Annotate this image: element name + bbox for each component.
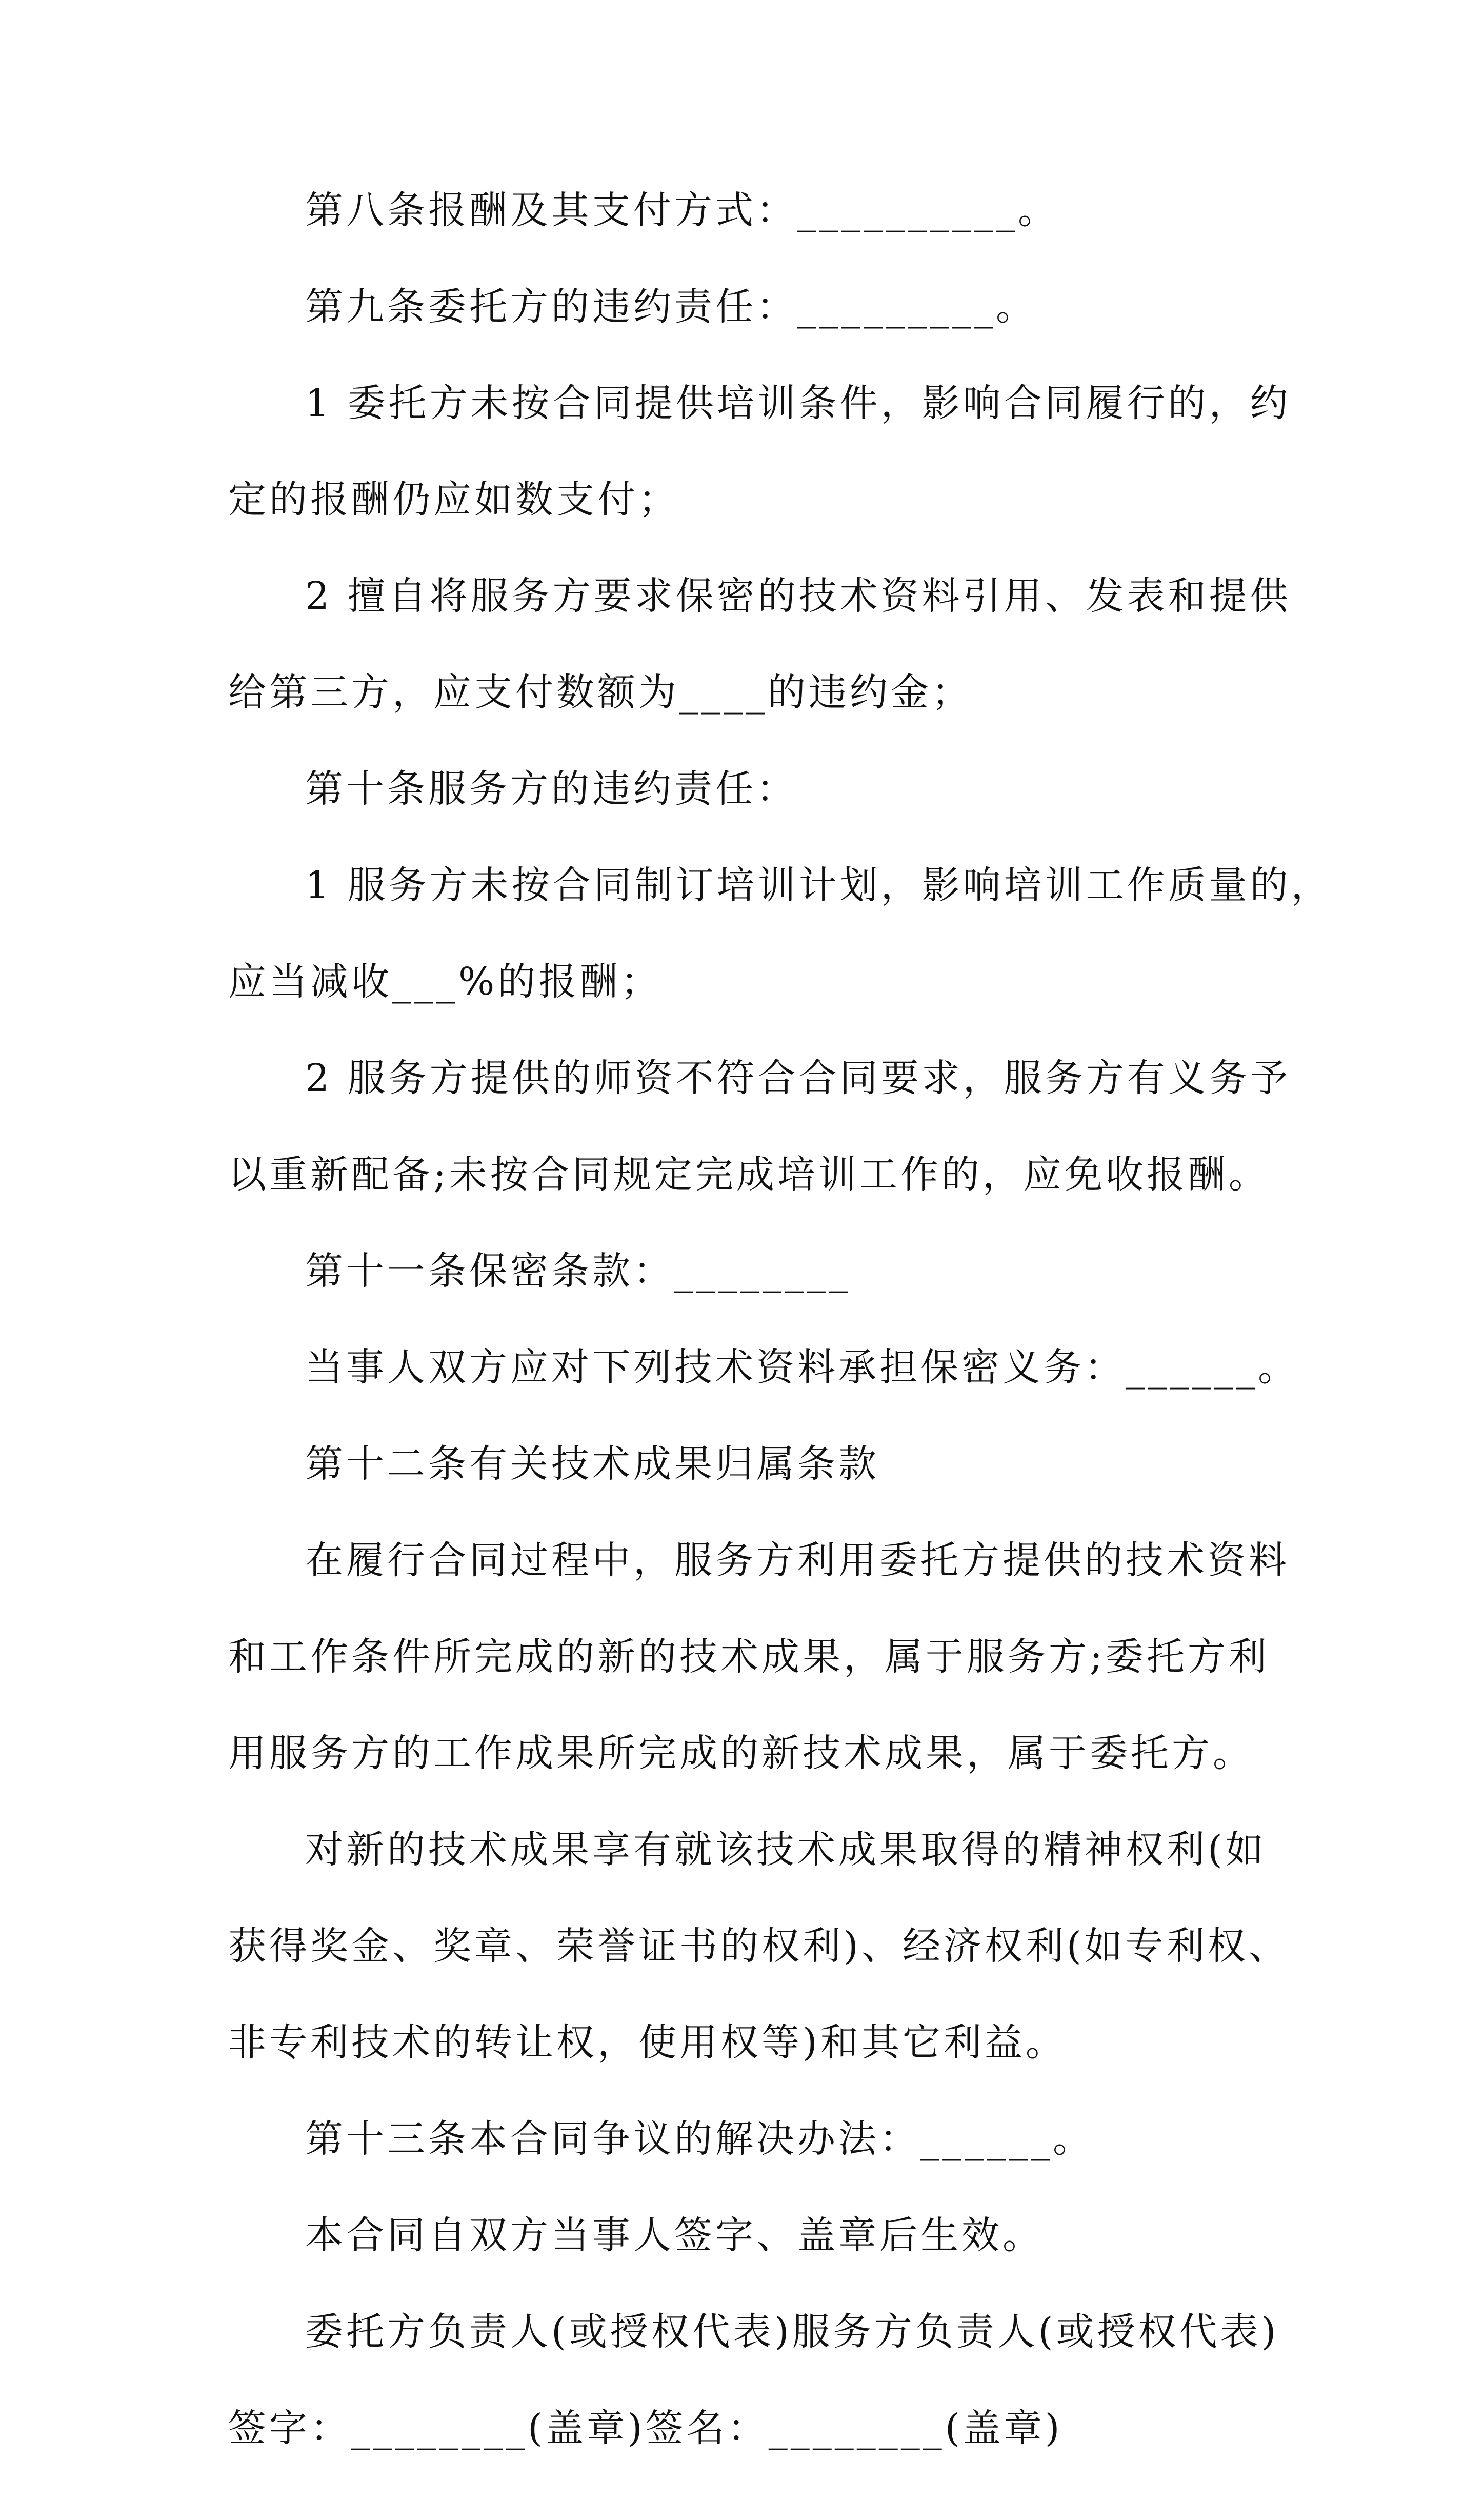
clause-10-provider-liability: 第十条服务方的违约责任： — [305, 767, 797, 811]
clause-9-item-2: 2 擅自将服务方要求保密的技术资料引用、发表和提供 — [305, 574, 1291, 618]
clause-9-item-1-continued: 定的报酬仍应如数支付； — [228, 478, 679, 522]
clause-12-paragraph-2-line-2: 获得奖金、奖章、荣誉证书的权利)、经济权利(如专利权、 — [228, 1924, 1290, 1968]
signature-line: 签字：________(盖章)签名：________(盖章) — [228, 2406, 1063, 2450]
clause-10-item-1-continued: 应当减收___%的报酬； — [228, 960, 662, 1004]
clause-9-item-1: 1 委托方未按合同提供培训条件，影响合同履行的，约 — [305, 381, 1291, 425]
clause-10-item-1: 1 服务方未按合同制订培训计划，影响培训工作质量的， — [305, 863, 1332, 907]
clause-10-item-2: 2 服务方提供的师资不符合合同要求，服务方有义务予 — [305, 1056, 1291, 1100]
clause-12-paragraph-1-line-3: 用服务方的工作成果所完成的新技术成果，属于委托方。 — [228, 1731, 1254, 1775]
clause-12-ownership: 第十二条有关技术成果归属条款 — [305, 1442, 879, 1486]
clause-12-paragraph-1-line-2: 和工作条件所完成的新的技术成果，属于服务方;委托方利 — [228, 1635, 1270, 1679]
clause-12-paragraph-1-line-1: 在履行合同过程中，服务方利用委托方提供的技术资料 — [305, 1538, 1290, 1582]
clause-13-dispute-resolution: 第十三条本合同争议的解决办法：______。 — [305, 2117, 1094, 2161]
clause-9-item-2-continued: 给第三方，应支付数额为____的违约金； — [228, 670, 973, 715]
clause-11-confidentiality: 第十一条保密条款：________ — [305, 1249, 851, 1293]
effective-clause: 本合同自双方当事人签字、盖章后生效。 — [305, 2213, 1044, 2257]
clause-8-remuneration: 第八条报酬及其支付方式：__________。 — [305, 188, 1059, 232]
document-body — [228, 185, 1332, 2499]
clause-11-detail: 当事人双方应对下列技术资料承担保密义务：______。 — [305, 1345, 1299, 1390]
clause-12-paragraph-2-line-1: 对新的技术成果享有就该技术成果取得的精神权利(如 — [305, 1828, 1267, 1872]
clause-10-item-2-continued: 以重新配备;未按合同规定完成培训工作的，应免收报酬。 — [228, 1153, 1270, 1197]
clause-12-paragraph-2-line-3: 非专利技术的转让权，使用权等)和其它利益。 — [228, 2020, 1067, 2065]
clause-9-client-liability: 第九条委托方的违约责任：_________。 — [305, 285, 1037, 329]
signatory-heading: 委托方负责人(或授权代表)服务方负责人(或授权代表) — [305, 2310, 1279, 2354]
